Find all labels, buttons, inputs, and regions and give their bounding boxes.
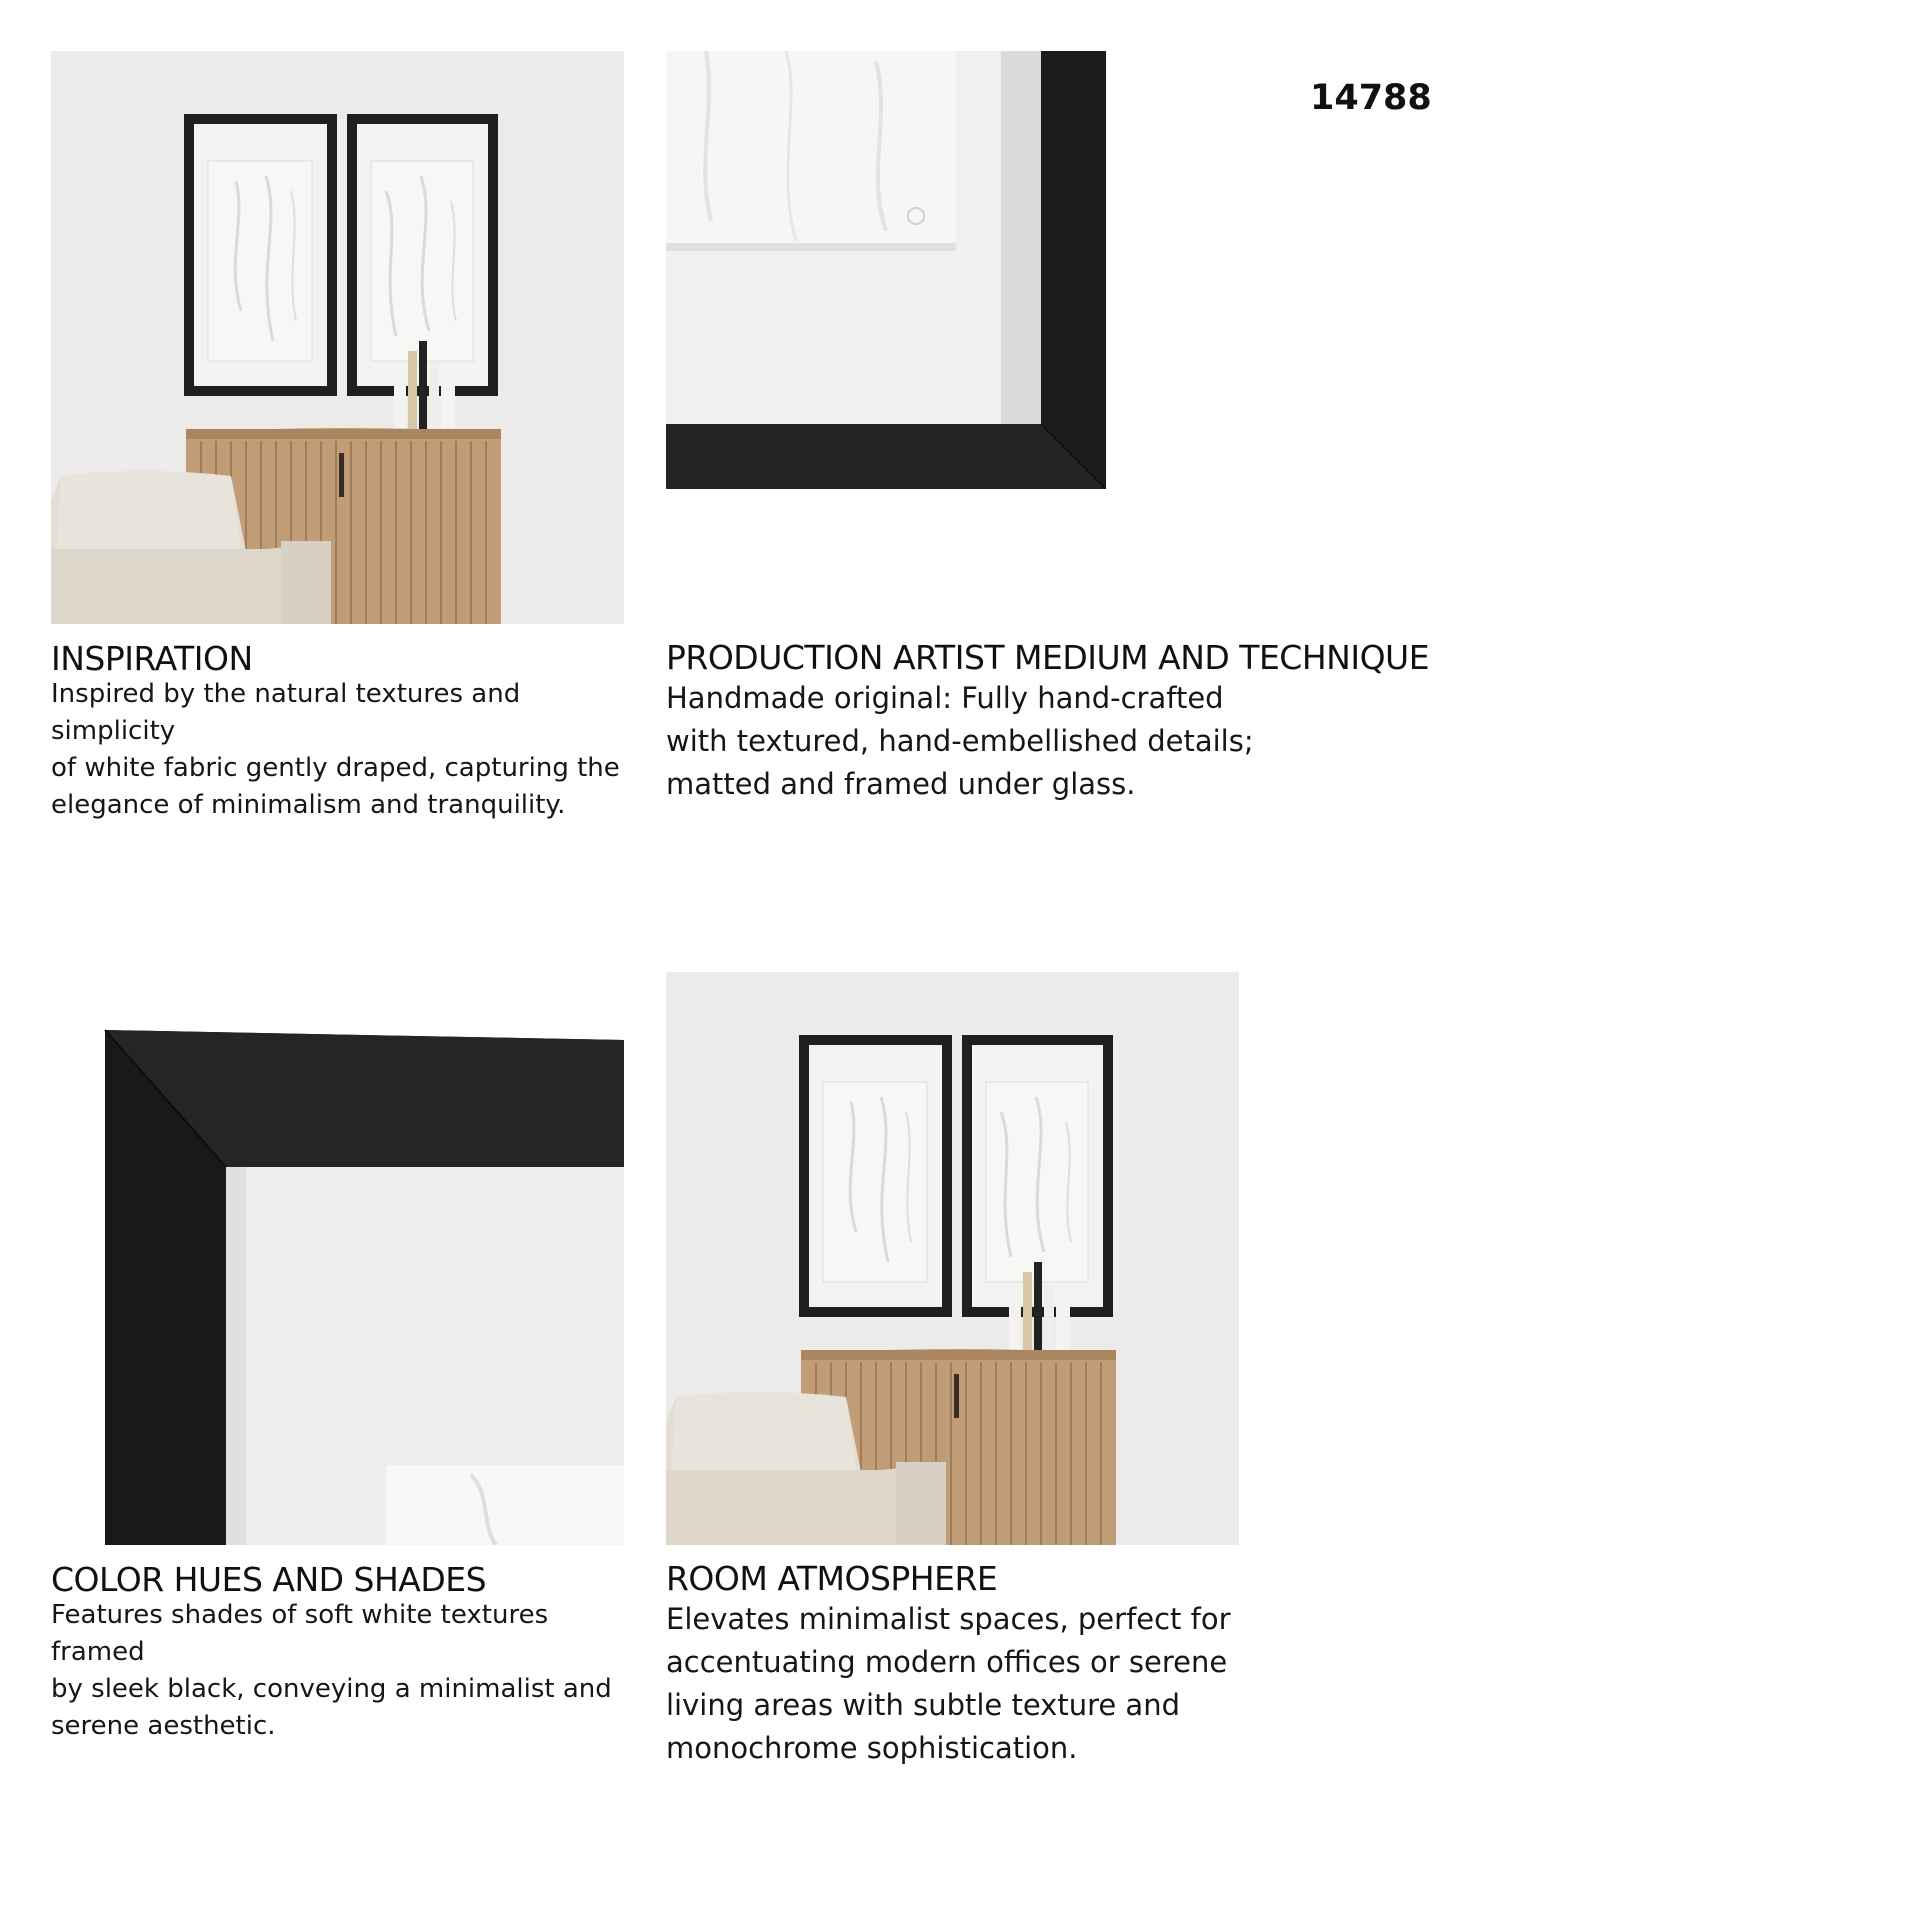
inspiration-heading: INSPIRATION — [51, 639, 253, 678]
color-line: Features shades of soft white textures framed — [51, 1600, 549, 1667]
product-code: 14788 — [1310, 78, 1432, 118]
frame-closeup-illustration — [51, 1025, 624, 1545]
color-line: serene aesthetic. — [51, 1711, 276, 1741]
room-line: Elevates minimalist spaces, perfect for — [666, 1602, 1231, 1636]
color-heading: COLOR HUES AND SHADES — [51, 1560, 487, 1599]
room-scene-photo-2 — [666, 972, 1239, 1545]
inspiration-text — [51, 676, 631, 824]
room-scene-illustration — [666, 972, 1239, 1545]
frame-corner-detail-photo — [666, 51, 1106, 489]
room-line: living areas with subtle texture and — [666, 1688, 1180, 1722]
production-text — [666, 677, 1266, 806]
production-heading: PRODUCTION ARTIST MEDIUM AND TECHNIQUE — [666, 638, 1430, 677]
room-line: monochrome sophistication. — [666, 1731, 1078, 1765]
room-text — [666, 1598, 1266, 1770]
color-line: by sleek black, conveying a minimalist and — [51, 1674, 612, 1704]
room-scene-illustration — [51, 51, 624, 624]
frame-closeup-photo — [51, 1025, 624, 1545]
room-scene-photo-1 — [51, 51, 624, 624]
production-line: matted and framed under glass. — [666, 767, 1136, 801]
room-line: accentuating modern offices or serene — [666, 1645, 1228, 1679]
inspiration-line: Inspired by the natural textures and simplicity — [51, 679, 521, 746]
inspiration-line: elegance of minimalism and tranquility. — [51, 790, 566, 820]
production-line: Handmade original: Fully hand-crafted — [666, 681, 1224, 715]
frame-corner-illustration — [666, 51, 1106, 489]
room-heading: ROOM ATMOSPHERE — [666, 1559, 998, 1598]
inspiration-line: of white fabric gently draped, capturing the — [51, 753, 620, 783]
production-line: with textured, hand-embellished details; — [666, 724, 1254, 758]
color-text — [51, 1597, 631, 1745]
